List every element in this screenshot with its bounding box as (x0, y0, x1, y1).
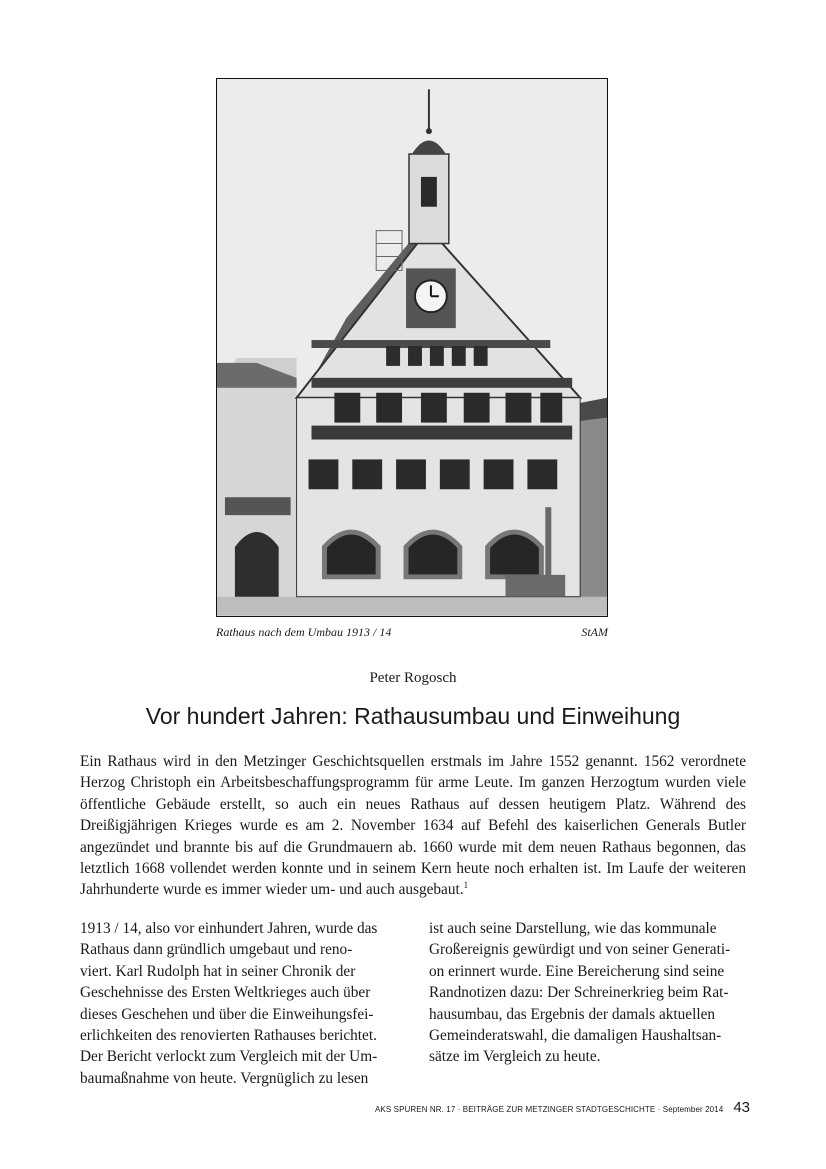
text-line: baumaßnahme von heute. Vergnüglich zu lesen (80, 1069, 369, 1087)
body-column-right (429, 918, 743, 1068)
town-hall-illustration (217, 79, 607, 616)
town-hall-photo (216, 78, 608, 617)
running-head: AKS SPUREN NR. 17 · BEITRÄGE ZUR METZINGER STADTGESCHICHTE · September 2014 (375, 1105, 724, 1114)
figure-caption (216, 625, 608, 640)
text-line: Rathaus dann gründlich umgebaut und reno- (80, 941, 353, 959)
text-line: Geschehnisse des Ersten Weltkrieges auch über (80, 984, 371, 1002)
caption-text: Rathaus nach dem Umbau 1913 / 14 (216, 625, 392, 639)
intro-text: Ein Rathaus wird in den Metzinger Geschichtsquellen erstmals im Jahre 1552 genannt. 1562 verordnete Herzog Christoph ein Arbeitsbeschaffungsprogramm für arme Leute. Im ganzen Herzogtum wurden viele öffentliche Gebäude erstellt, so auch ein neues Rathaus auf dessen heutigem Platz. Während des Dreißigjährigen Krieges wurde es am 2. November 1634 auf Befehl des kaiserlichen Generals Butler angezündet und brannte bis auf die Grundmauern ab. 1660 wurde mit dem neuen Rathaus begonnen, das letztlich 1668 vollendet werden konnte und in seinem Kern heute noch erhalten ist. Im Laufe der weiteren Jahrhunderte wurde es immer wieder um- und auch ausgebaut. (80, 753, 746, 899)
text-line: Gemeinderatswahl, die damaligen Haushaltsan- (429, 1027, 722, 1045)
text-line: viert. Karl Rudolph hat in seiner Chronik der (80, 962, 356, 980)
caption-credit: StAM (581, 625, 608, 639)
text-line: dieses Geschehen und über die Einweihungsfei- (80, 1005, 374, 1023)
text-line: Großereignis gewürdigt und von seiner Generati- (429, 941, 731, 959)
text-line: hausumbau, das Ergebnis der damals aktuellen (429, 1005, 716, 1023)
footnote-marker: 1 (463, 880, 469, 891)
text-line: Randnotizen dazu: Der Schreinerkrieg beim Rat- (429, 984, 729, 1002)
body-column-left (80, 918, 394, 1089)
text-line: Der Bericht verlockt zum Vergleich mit der Um- (80, 1048, 378, 1066)
page-footer (354, 1099, 750, 1116)
page-number: 43 (733, 1099, 750, 1116)
intro-paragraph (80, 751, 746, 901)
article-title: Vor hundert Jahren: Rathausumbau und Einweihung (145, 703, 681, 729)
author-name: Peter Rogosch (369, 670, 457, 686)
text-line: sätze im Vergleich zu heute. (429, 1048, 601, 1066)
text-line: erlichkeiten des renovierten Rathauses berichtet. (80, 1027, 377, 1045)
text-line: on erinnert wurde. Eine Bereicherung sind seine (429, 962, 725, 980)
text-line: ist auch seine Darstellung, wie das kommunale (429, 920, 717, 937)
text-line: 1913 / 14, also vor einhundert Jahren, wurde das (80, 920, 378, 937)
